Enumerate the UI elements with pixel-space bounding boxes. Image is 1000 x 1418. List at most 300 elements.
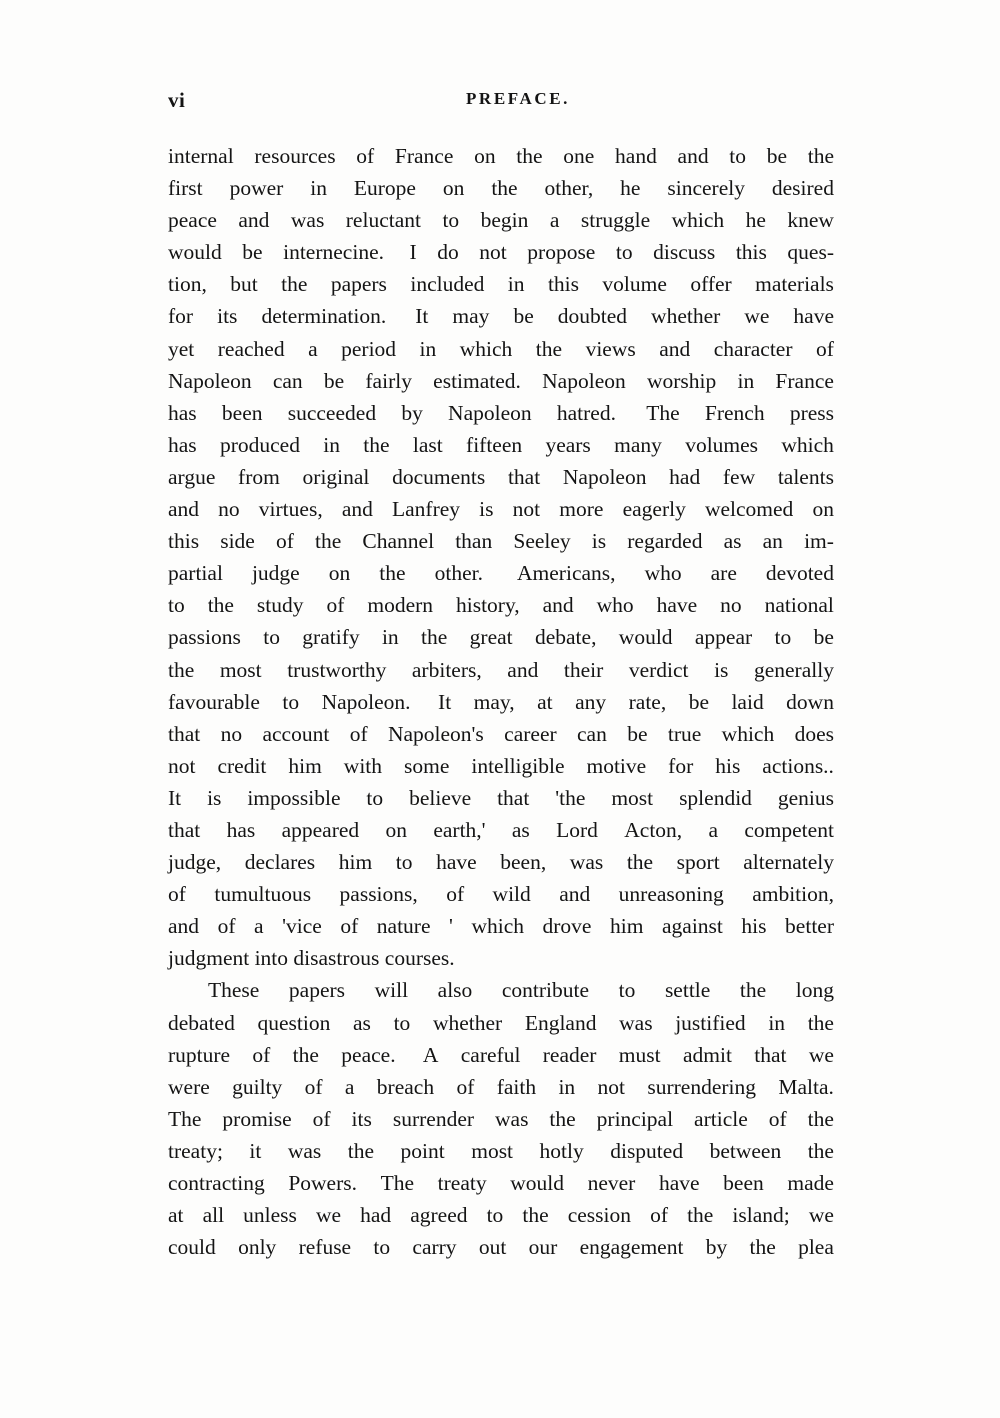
word: period — [341, 336, 397, 361]
word: ques- — [787, 240, 834, 265]
word: of — [446, 882, 465, 907]
word: internecine. — [283, 240, 384, 265]
word: offer — [690, 272, 732, 297]
text-line — [168, 1071, 834, 1103]
word: wild — [492, 882, 531, 907]
word: appeared — [281, 817, 360, 842]
word: to — [729, 144, 747, 168]
word: we — [315, 1203, 342, 1228]
word: but — [230, 272, 258, 297]
word: of — [275, 529, 294, 554]
word: had — [669, 464, 701, 489]
word: documents — [392, 464, 486, 489]
word: is — [591, 529, 607, 554]
word: sincerely — [667, 176, 745, 201]
word: disputed — [610, 1138, 684, 1163]
word: him — [288, 753, 322, 778]
word: 'the — [555, 785, 586, 810]
word: produced — [219, 432, 300, 457]
word: These — [208, 978, 260, 1003]
word: of — [816, 336, 834, 361]
word: in — [419, 336, 437, 361]
text-line — [168, 878, 834, 910]
word: struggle — [580, 208, 651, 233]
word: the — [807, 1010, 834, 1035]
paragraph — [168, 140, 834, 974]
word: hand — [615, 144, 657, 168]
word: breach — [376, 1074, 435, 1099]
word: not — [597, 1074, 626, 1099]
word: rate, — [628, 689, 667, 714]
word: first — [168, 176, 203, 201]
word: he — [745, 208, 766, 233]
word: and — [659, 336, 691, 361]
word: have — [793, 304, 834, 329]
word: national — [764, 593, 834, 618]
word: side — [220, 529, 255, 554]
word: Lord — [556, 817, 598, 842]
word: of — [456, 1074, 475, 1099]
word: begin — [480, 208, 529, 233]
word: we — [808, 1042, 834, 1067]
word: gratify — [302, 625, 360, 650]
word: down — [786, 689, 834, 714]
word: justified — [675, 1010, 746, 1035]
word: as — [723, 529, 742, 554]
text-line: judgment into disastrous courses. — [168, 946, 455, 971]
word: the — [687, 1203, 714, 1228]
word: which — [721, 721, 775, 746]
word: to — [395, 850, 413, 875]
word: and — [677, 144, 709, 168]
word: that — [168, 817, 201, 842]
word: power — [229, 176, 284, 201]
word: the — [491, 176, 518, 201]
word: and — [168, 914, 200, 939]
word: its — [351, 1106, 372, 1131]
word: A — [422, 1042, 439, 1067]
word: agreed — [410, 1203, 468, 1228]
word: and — [341, 497, 373, 522]
word: contribute — [501, 978, 590, 1003]
text-line — [168, 461, 834, 493]
word: only — [238, 1235, 277, 1260]
word: Americans, — [517, 561, 616, 586]
word: that — [754, 1042, 787, 1067]
word: volume — [602, 272, 667, 297]
word: that — [168, 721, 201, 746]
word: many — [614, 432, 662, 457]
word: of — [312, 1106, 331, 1131]
word: to — [486, 1203, 504, 1228]
word: it — [249, 1138, 262, 1163]
word: the — [749, 1235, 776, 1260]
word: may — [452, 304, 490, 329]
word: by — [401, 400, 423, 425]
word: actions.. — [762, 753, 834, 778]
word: unreasoning — [618, 882, 724, 907]
word: than — [455, 529, 493, 554]
word: not — [168, 753, 196, 778]
word: and — [238, 208, 270, 233]
word: which — [459, 336, 513, 361]
word: succeeded — [287, 400, 377, 425]
text-line — [168, 204, 834, 236]
text-line — [168, 686, 834, 718]
word: from — [238, 464, 280, 489]
word: not — [479, 240, 507, 265]
word: peace. — [341, 1042, 396, 1067]
word: of — [650, 1203, 668, 1228]
word: of — [356, 144, 375, 168]
word: knew — [787, 208, 834, 233]
word: Channel — [362, 529, 435, 554]
word: history, — [455, 593, 520, 618]
text-line — [168, 718, 834, 750]
word: be — [627, 721, 648, 746]
text-line — [168, 974, 834, 1006]
word: favourable — [168, 689, 260, 714]
word: which — [671, 208, 725, 233]
word: do — [437, 240, 459, 265]
word: the — [807, 1138, 834, 1163]
word: will — [374, 978, 409, 1003]
word: island; — [732, 1203, 790, 1228]
word: in — [507, 272, 525, 297]
word: and — [559, 882, 591, 907]
word: I — [409, 240, 417, 265]
text-line — [168, 300, 834, 332]
word: were — [168, 1074, 210, 1099]
word: Acton, — [624, 817, 683, 842]
word: contracting — [168, 1171, 265, 1195]
word: internal — [168, 144, 234, 168]
word: one — [563, 144, 595, 168]
text-line — [168, 621, 834, 653]
text-line — [168, 654, 834, 686]
word: argue — [168, 464, 216, 489]
word: Napoleon. — [321, 689, 411, 714]
word: was — [287, 1138, 322, 1163]
word: hatred. — [556, 400, 616, 425]
text-line — [168, 1231, 834, 1263]
word: whether — [651, 304, 721, 329]
word: and — [542, 593, 574, 618]
word: to — [168, 593, 185, 618]
word: impossible — [247, 785, 341, 810]
word: papers — [330, 272, 387, 297]
word: made — [787, 1171, 834, 1195]
word: with — [343, 753, 383, 778]
word: appear — [694, 625, 753, 650]
word: better — [785, 914, 834, 939]
word: careful — [460, 1042, 521, 1067]
word: in — [558, 1074, 576, 1099]
word: the — [379, 561, 406, 586]
word: to — [366, 785, 384, 810]
word: Europe — [353, 176, 416, 201]
word: refuse — [298, 1235, 352, 1260]
word: him — [610, 914, 644, 939]
word: verdict — [628, 657, 689, 682]
word: him — [338, 850, 373, 875]
word: an — [762, 529, 783, 554]
word: ' — [449, 914, 453, 939]
word: intelligible — [471, 753, 565, 778]
word: estimated. — [433, 368, 521, 393]
word: that — [497, 785, 530, 810]
word: peace — [168, 208, 217, 233]
word: earth,' — [433, 817, 486, 842]
word: most — [611, 785, 654, 810]
word: hotly — [539, 1138, 584, 1163]
word: of — [168, 882, 186, 907]
word: the — [363, 432, 390, 457]
word: The — [646, 400, 680, 425]
word: reached — [217, 336, 285, 361]
running-head — [168, 88, 832, 118]
word: partial — [168, 561, 223, 586]
text-line — [168, 1103, 834, 1135]
page-folio-number: vi — [168, 88, 186, 112]
word: be — [688, 689, 709, 714]
text-line — [168, 814, 834, 846]
word: career — [504, 721, 557, 746]
text-line — [168, 910, 834, 942]
word: which — [781, 432, 834, 457]
word: debated — [168, 1010, 235, 1035]
word: he — [620, 176, 641, 201]
word: propose — [527, 240, 596, 265]
word: the — [807, 1106, 834, 1131]
word: had — [360, 1203, 392, 1228]
word: the — [315, 529, 342, 554]
word: have — [656, 593, 698, 618]
word: its — [217, 304, 238, 329]
word: It — [415, 304, 429, 329]
word: the — [421, 625, 448, 650]
word: competent — [744, 817, 834, 842]
word: we — [744, 304, 770, 329]
word: have — [658, 1171, 700, 1195]
word: by — [705, 1235, 728, 1260]
word: other, — [544, 176, 594, 201]
word: been, — [500, 850, 547, 875]
word: of — [304, 1074, 323, 1099]
word: welcomed — [704, 497, 794, 522]
word: to — [618, 978, 636, 1003]
word: resources — [254, 144, 336, 168]
word: can — [577, 721, 607, 746]
text-line — [168, 1167, 834, 1199]
word: included — [410, 272, 485, 297]
word: the — [535, 336, 563, 361]
word: any — [575, 689, 607, 714]
text-line — [168, 172, 834, 204]
word: against — [661, 914, 723, 939]
text-line — [168, 397, 834, 429]
word: would — [168, 240, 222, 265]
word: is — [207, 785, 222, 810]
word: question — [257, 1010, 331, 1035]
word: was — [619, 1010, 653, 1035]
word: drove — [542, 914, 592, 939]
word: The — [168, 1106, 202, 1131]
word: that — [507, 464, 541, 489]
word: his — [741, 914, 767, 939]
word: in — [737, 368, 755, 393]
text-line — [168, 1007, 834, 1039]
word: cession — [567, 1203, 632, 1228]
word: declares — [244, 850, 316, 875]
word: are — [710, 561, 737, 586]
word: Napoleon — [168, 368, 252, 393]
word: discuss — [653, 240, 716, 265]
text-line — [168, 493, 834, 525]
word: Napoleon's — [387, 721, 484, 746]
word: was — [495, 1106, 529, 1131]
word: as — [353, 1010, 371, 1035]
word: on — [385, 817, 407, 842]
word: to — [393, 1010, 411, 1035]
word: also — [437, 978, 473, 1003]
word: devoted — [765, 561, 834, 586]
word: to — [774, 625, 792, 650]
word: out — [478, 1235, 507, 1260]
word: for — [668, 753, 694, 778]
word: original — [302, 464, 370, 489]
word: regarded — [627, 529, 703, 554]
word: treaty; — [168, 1138, 223, 1163]
text-line — [168, 557, 834, 589]
word: whether — [432, 1010, 503, 1035]
word: reader — [542, 1042, 597, 1067]
word: motive — [586, 753, 647, 778]
word: as — [511, 817, 530, 842]
word: we — [808, 1203, 834, 1228]
word: passions, — [339, 882, 418, 907]
word: would — [618, 625, 673, 650]
word: settle — [664, 978, 711, 1003]
word: for — [168, 304, 194, 329]
word: the — [626, 850, 654, 875]
word: to — [373, 1235, 391, 1260]
text-line — [168, 268, 834, 300]
word: was — [290, 208, 325, 233]
word: It — [168, 785, 182, 810]
word: alternately — [743, 850, 834, 875]
word: this — [168, 529, 200, 554]
word: been — [221, 400, 263, 425]
word: surrendering — [647, 1074, 757, 1099]
word: worship — [646, 368, 717, 393]
word: great — [469, 625, 513, 650]
word: yet — [168, 336, 195, 361]
word: some — [404, 753, 450, 778]
word: on — [812, 497, 834, 522]
word: views — [585, 336, 636, 361]
word: papers — [288, 978, 346, 1003]
word: must — [618, 1042, 661, 1067]
body-text-block — [168, 140, 834, 1263]
word: French — [704, 400, 765, 425]
word: laid — [731, 689, 764, 714]
word: Napoleon — [542, 368, 626, 393]
word: reluctant — [345, 208, 421, 233]
word: fifteen — [466, 432, 523, 457]
word: a — [308, 336, 318, 361]
word: im- — [804, 529, 834, 554]
word: all — [202, 1203, 225, 1228]
word: talents — [777, 464, 834, 489]
word: a — [254, 914, 264, 939]
word: It — [438, 689, 452, 714]
word: generally — [753, 657, 834, 682]
word: other. — [434, 561, 483, 586]
text-line — [168, 846, 834, 878]
text-line — [168, 429, 834, 461]
word: press — [789, 400, 834, 425]
word: be — [766, 144, 788, 168]
word: and — [168, 497, 200, 522]
word: a — [708, 817, 719, 842]
word: may, — [473, 689, 515, 714]
word: on — [442, 176, 465, 201]
word: be — [242, 240, 263, 265]
word: desired — [771, 176, 834, 201]
word: Seeley — [513, 529, 571, 554]
word: modern — [367, 593, 434, 618]
word: to — [442, 208, 460, 233]
word: a — [549, 208, 560, 233]
word: can — [272, 368, 303, 393]
text-line — [168, 1135, 834, 1167]
word: judge, — [168, 850, 222, 875]
word: France — [394, 144, 454, 168]
word: no — [220, 721, 243, 746]
text-line — [168, 140, 834, 172]
word: admit — [682, 1042, 732, 1067]
word: at — [168, 1203, 184, 1228]
word: to — [615, 240, 633, 265]
word: long — [795, 978, 834, 1003]
word: be — [813, 625, 834, 650]
word: the — [807, 144, 834, 168]
text-line — [168, 525, 834, 557]
word: The — [380, 1171, 415, 1195]
word: his — [715, 753, 741, 778]
word: character — [713, 336, 793, 361]
word: of — [252, 1042, 271, 1067]
word: nature — [376, 914, 431, 939]
word: engagement — [579, 1235, 684, 1260]
word: has — [168, 432, 197, 457]
text-line — [168, 365, 834, 397]
word: the — [207, 593, 234, 618]
word: splendid — [679, 785, 752, 810]
word: to — [263, 625, 280, 650]
word: credit — [217, 753, 267, 778]
word: surrender — [392, 1106, 475, 1131]
word: be — [513, 304, 534, 329]
word: have — [436, 850, 477, 875]
word: on — [474, 144, 496, 168]
word: guilty — [232, 1074, 283, 1099]
word: does — [794, 721, 834, 746]
word: Napoleon — [562, 464, 647, 489]
word: and — [507, 657, 539, 682]
word: the — [292, 1042, 319, 1067]
